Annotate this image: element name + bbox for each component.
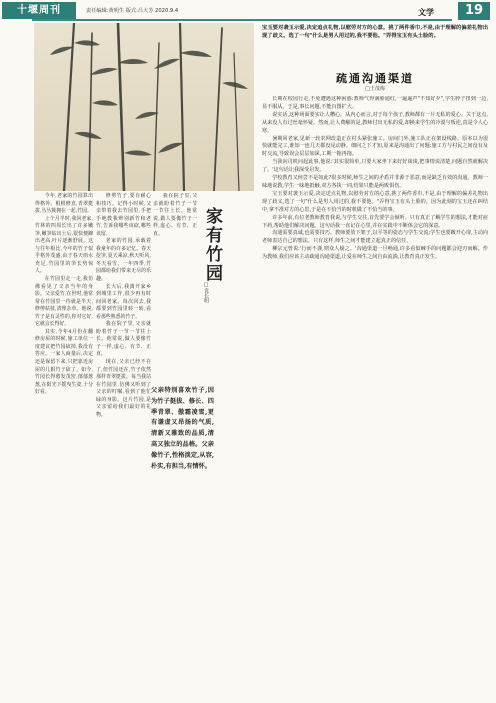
left-article-column-1	[35, 193, 93, 397]
paragraph: 当我向司机问起此事,他说:'其实很简单,只要大家坐下来好好谈谈,把事情说清楚,问题自然就解决了。'这句话让我深受启发。	[262, 159, 488, 174]
paragraph: 其实,今年4月份在翻修房屋的时候,施工单位一度建议把竹园砍掉,我没有答应。一家人商量后,决定还是保留下来,只把靠近房屋的几根竹子砍了。如今,竹园长得愈发茂密,郁郁葱葱,在阳光下摇曳生姿,十分好看。	[35, 328, 93, 396]
editor-credits: 责任编辑:黄明生 版式:吕大芳 2020.9.4	[86, 8, 179, 14]
left-article-column-2	[96, 193, 151, 419]
paragraph: 我在院子里,父亲就盼着竹子一节一节往上长。他常说,做人要像竹子一样,虚心、有节、正直。	[96, 321, 151, 358]
paragraph: 许多年前,有位老教师教育我说,与学生交往,首先要学会倾听。只有真正了解学生的想法,才能对症下药,帮助他们解决问题。这句话我一直记在心里,并在实践中不断体会它的深意。	[262, 214, 488, 229]
left-article-author: □袁长明	[203, 282, 209, 303]
paragraph: 长期在校园行走,不免遭遇这种困惑:教师气得满脸通红,一遍遍声"不知好歹",学生脖子扭到一边,显不服从。于是,事长问题,不能百图扩大。	[262, 96, 488, 110]
bamboo-painting	[34, 23, 254, 191]
header-rule	[32, 19, 452, 21]
right-article-author: □王茂梅	[365, 86, 385, 92]
section-label: 文学	[418, 8, 434, 17]
paragraph: 宝玉要对袭玉示爱,决定送点礼物,以慰劳对方的心意,挑了两件香巾,不是,由于理解的偏差礼物出现了歧义,选了一句"什么是男人用过的,我不要他。"弄得宝玉有头土脸的。因为此刻的宝玉还在纠结中,拿不准对方的心思,于是在不恰当的时机做了不恰当的事。	[262, 190, 488, 213]
pull-quote: 父亲特别喜欢竹子,因为竹子挺拔、修长、四季青翠、傲霜凌雪,更有谦虚又昂扬的气质,清新又雅致的品质,清高又独立的品格。父亲像竹子,性格淡定,从容,朴实,有担当,有情怀。	[151, 387, 214, 470]
paragraph: 说实话,这种场面要实让人糟心。从内心而言,对于每个孩子,教师都有一片无私的爱心。关于这点,从来没人有过丝毫怀疑。然而,让人费解的是,教师付出无私的爱,却换来学生的冷漠与叛逆,真是令人心寒。	[262, 111, 488, 134]
bamboo-ink-illustration	[34, 23, 254, 191]
right-article-body	[262, 96, 488, 686]
paragraph: 沟通需要真诚,也需要技巧。教师要放下架子,以平等的姿态与学生交流;学生也要敞开心扉,主动向老师表达自己的想法。只有这样,师生之间才能建立起真正的信任。	[262, 230, 488, 245]
left-article-column-3	[153, 193, 197, 383]
paragraph: 老家的竹园,承载着我童年的许多记忆。春天挖笋,夏天乘凉,秋天听风,冬天看雪。一年四季,竹园都给我们带来无尽的乐趣。	[96, 238, 151, 283]
paragraph: 学校教育又何尝不是如此?很多时候,师生之间的矛盾并非源于恶意,而是缺乏有效的沟通。教师一味地说教,学生一味地抵触,双方各执一词,结果只能是两败俱伤。	[262, 175, 488, 189]
paragraph: 现在,父亲已经不在了,但竹园还在,竹子依然那样青翠挺拔。每当我站在竹园里,仿佛又听到了父亲的叮嘱,看到了他忙碌的身影。这片竹园,是父亲留给我们最好的礼物。	[96, 359, 151, 418]
paragraph: 上个月半时,我回老家,竹林的四周长出了许多嫩笋,嫩笋钻出土后,很快便蹿出老高,叶片逐渐舒展。这与往年相比,今年的竹子似乎格外茂盛,由于春天雨水充足,竹园里的笋长势惊人。	[35, 215, 93, 275]
page-footer	[0, 690, 496, 703]
paragraph: 修剪竹子,要有耐心和技巧。记得小时候,父亲带着我去竹园里,手把手地教我辨别新竹和老竹,告诉我哪些该砍,哪些该留。	[96, 193, 151, 237]
paragraph: 长大后,我离开家乡到城里工作,很少再有时间回老家。每次回去,我都要到竹园里转一转,看看那些熟悉的竹子。	[96, 283, 151, 320]
page-header	[0, 0, 496, 21]
paragraph: 暑期回老家,见新一轮农网改造正在村头紧张施工。房间门外,施工队正在架设线路。原本以为很快就能完工,谁知一连几天都没见动静。细问之下才知,原来是沟通出了问题:施工方与村民之间没有及时交流,导致误会层层加深,工期一拖再拖。	[262, 135, 488, 158]
page-number: 19	[458, 2, 490, 20]
paragraph: 在竹园里走一走,我仿佛看见了父亲当年的身影。父亲爱竹,在世时,他常常在竹园里一待就是半天,修剪枯枝,清理杂草。他说,竹子是有灵性的,你对它好,它就会长得好。	[35, 276, 93, 328]
masthead: 十堰周刊	[2, 2, 76, 19]
paragraph: 今年,老家的竹园算出得格外。根根修直,青翠挺拔,丛丛簇拥在一起,竹园。	[35, 193, 93, 215]
right-article-title: 疏通沟通渠道	[336, 72, 414, 85]
left-article-title: 家有竹园	[202, 207, 222, 283]
right-article-intro: 宝玉要对袭玉示爱,决定追点礼物,以慰劳对方的心意。挑了两件香巾,不是,由于理解的偏差礼物出现了歧义。选了一句"什么是男人用过的,我不要他。"弄得宝玉有头土脸的。	[262, 25, 488, 40]
paragraph: 我在院子里,父亲就盼着竹子一节一节往上长。他常说,做人要像竹子一样,虚心、有节、正直。	[153, 193, 197, 237]
paragraph: 柳宗元曾说:'行而不谨,则众人疑之。'沟通渠道一旦畅通,许多看似棘手的问题都会迎刃而解。作为教师,我们应该主动疏通沟通渠道,让爱在师生之间自由流淌,让教育真正发生。	[262, 246, 488, 261]
